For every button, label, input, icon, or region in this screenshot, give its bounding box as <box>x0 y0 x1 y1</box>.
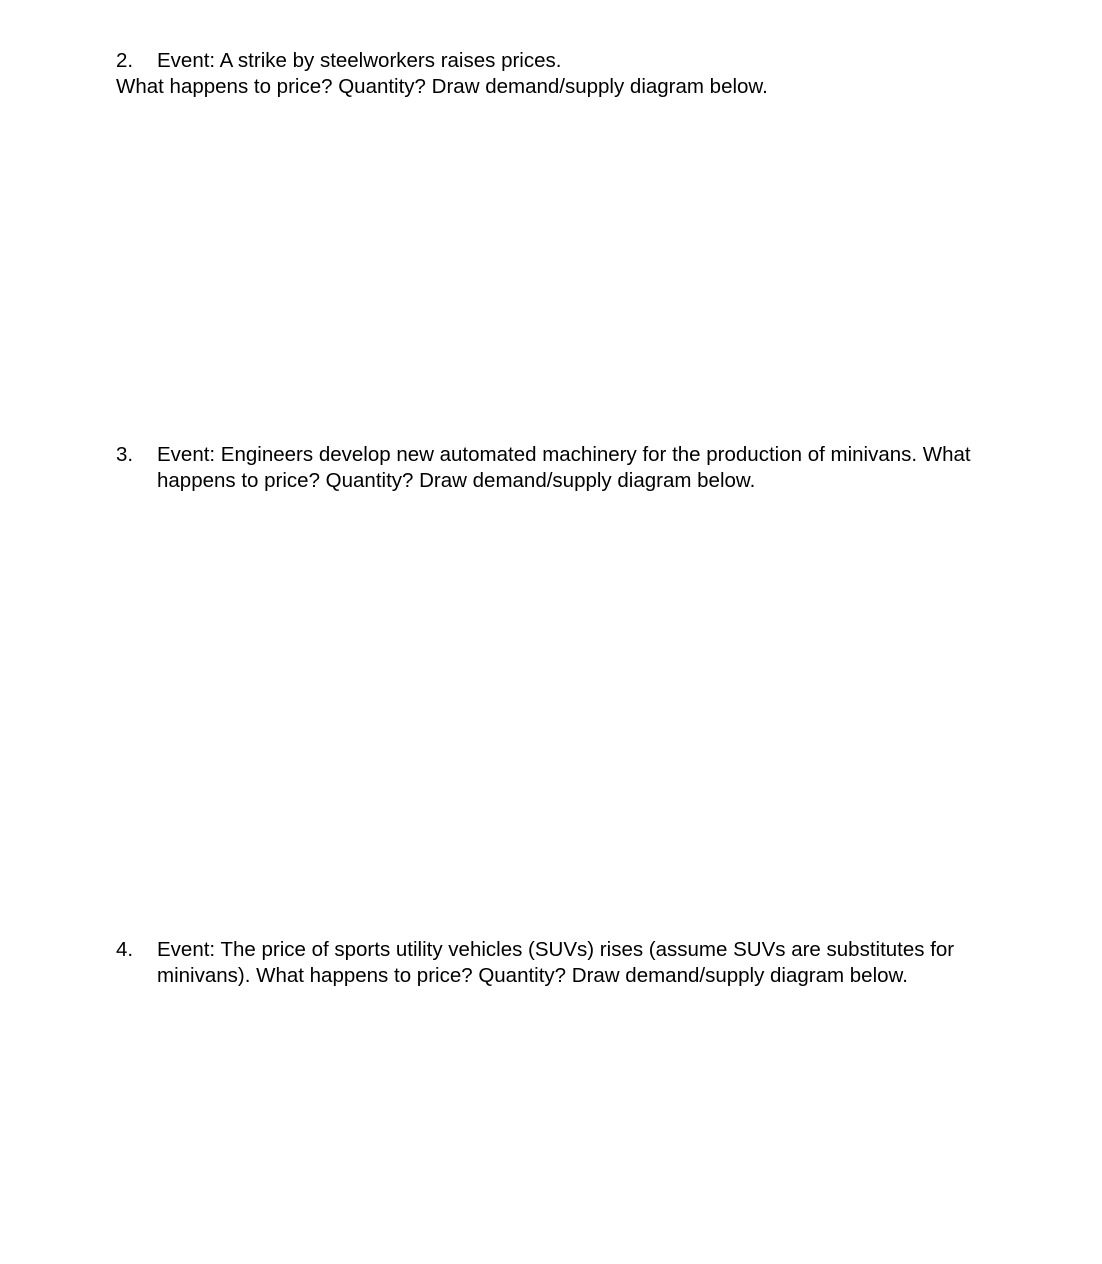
question-event-text: Event: A strike by steelworkers raises prices. <box>157 49 562 72</box>
question-4 <box>116 937 996 989</box>
question-3 <box>116 442 996 494</box>
question-text <box>157 937 996 989</box>
question-prompt-text: What happens to price? Quantity? Draw demand/supply diagram below. <box>116 75 768 98</box>
question-text-line-2: happens to price? Quantity? Draw demand/supply diagram below. <box>157 469 756 492</box>
question-text-line-1: Event: The price of sports utility vehicles (SUVs) rises (assume SUVs are substitutes for <box>157 938 955 961</box>
question-text-line-1: Event: Engineers develop new automated machinery for the production of minivans. What <box>157 443 971 466</box>
question-text <box>157 442 996 494</box>
question-2 <box>116 48 996 100</box>
question-number: 2. <box>116 49 134 72</box>
question-4-row <box>116 937 996 989</box>
question-number: 3. <box>116 443 134 466</box>
question-text-line-2: minivans). What happens to price? Quantity? Draw demand/supply diagram below. <box>157 964 908 987</box>
question-number: 4. <box>116 938 134 961</box>
question-2-first-line <box>116 48 996 74</box>
question-3-row <box>116 442 996 494</box>
